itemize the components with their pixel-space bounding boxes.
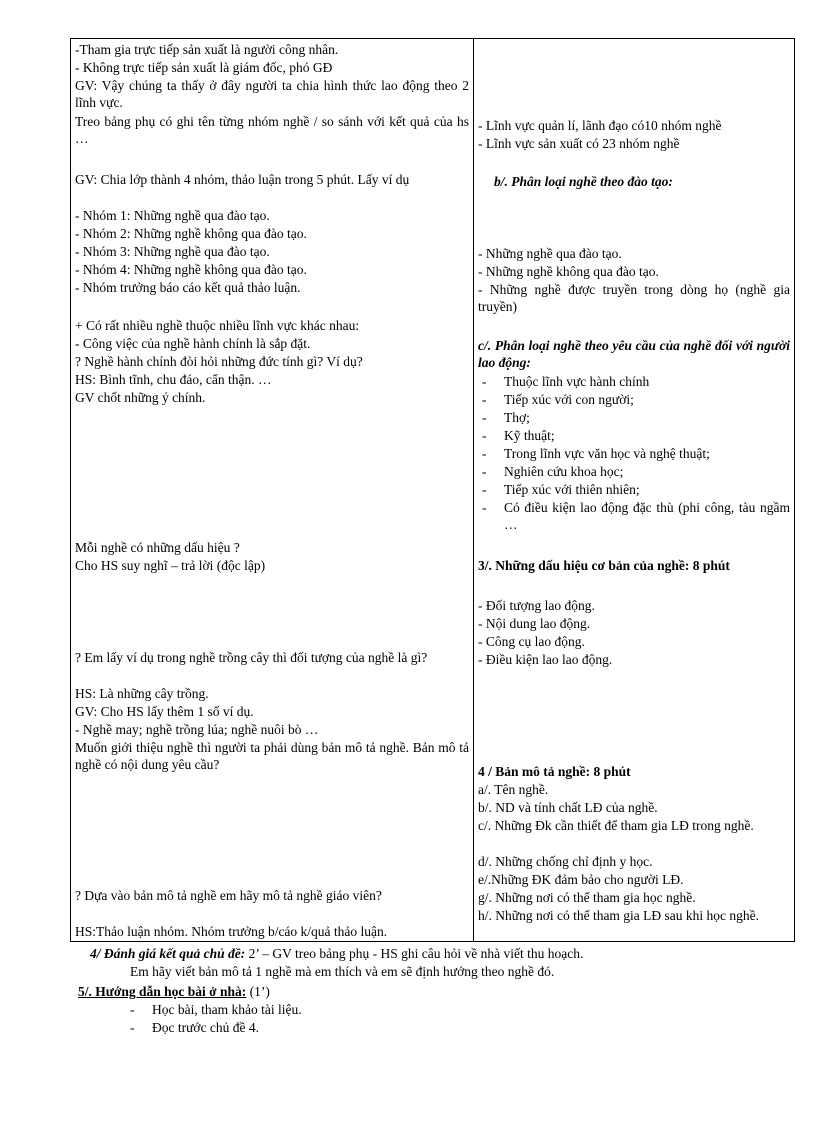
text-line: GV chốt những ý chính. (75, 390, 206, 405)
homework-item: Đọc trước chủ đề 4. (152, 1020, 260, 1035)
list-item: Kỹ thuật; (504, 428, 555, 443)
list-item: b/. ND và tính chất LĐ của nghề. (478, 800, 658, 815)
lesson-table (70, 38, 795, 942)
list-item: c/. Những Đk cần thiết để tham gia LĐ trong nghề. (478, 818, 754, 833)
list-item: - Nhóm trưởng báo cáo kết quả thảo luận. (75, 280, 301, 295)
content-column (474, 39, 795, 942)
homework-label: 5/. Hướng dẫn học bài ở nhà: (78, 984, 247, 999)
list-item: h/. Những nơi có thể tham gia LĐ sau khi học nghề. (478, 908, 760, 923)
evaluation-line (90, 945, 583, 962)
list-item: - Công cụ lao động. (478, 634, 585, 649)
text-line: HS: Là những cây trồng. (75, 686, 209, 701)
list-item: g/. Những nơi có thể tham gia học nghề. (478, 890, 696, 905)
list-item: - Những nghề được truyền trong dòng họ (nghề gia truyền) (478, 282, 790, 314)
text-line: - Lĩnh vực sản xuất có 23 nhóm nghề (478, 136, 680, 151)
list-dash: - (482, 482, 487, 497)
list-dash: - (482, 392, 487, 407)
section-c-title: c/. Phân loại nghề theo yêu cầu của nghề đối với người lao động: (478, 338, 790, 370)
list-dash: - (482, 428, 487, 443)
list-dash: - (130, 1002, 135, 1017)
list-item: - Những nghề qua đào tạo. (478, 246, 622, 261)
text-line: - Nghề may; nghề trồng lúa; nghề nuôi bò … (75, 722, 319, 737)
list-item: Trong lĩnh vực văn học và nghệ thuật; (504, 446, 710, 461)
text-line: ? Dựa vào bản mô tả nghề em hãy mô tả nghề giáo viên? (75, 888, 382, 903)
text-line: Treo bảng phụ có ghi tên từng nhóm nghề / so sánh với kết quả của hs … (75, 114, 469, 146)
list-dash: - (482, 410, 487, 425)
section-3-title: 3/. Những dấu hiệu cơ bản của nghề: 8 phút (478, 558, 730, 573)
homework-line (78, 983, 270, 1000)
homework-time: (1’) (246, 984, 270, 999)
list-item: e/.Những ĐK đảm bảo cho người LĐ. (478, 872, 684, 887)
text-line: HS: Bình tĩnh, chu đáo, cẩn thận. … (75, 372, 272, 387)
text-line: - Công việc của nghề hành chính là sắp đặt. (75, 336, 311, 351)
text-line: -Tham gia trực tiếp sản xuất là người công nhân. (75, 42, 339, 57)
list-item: Nghiên cứu khoa học; (504, 464, 624, 479)
list-item: Có điều kiện lao động đặc thù (phi công, tàu ngầm … (504, 500, 790, 532)
text-line: - Không trực tiếp sản xuất là giám đốc, phó GĐ (75, 60, 333, 75)
list-item: Thuộc lĩnh vực hành chính (504, 374, 650, 389)
list-item: d/. Những chống chỉ định y học. (478, 854, 653, 869)
list-dash: - (130, 1020, 135, 1035)
text-line: GV: Cho HS lấy thêm 1 số ví dụ. (75, 704, 254, 719)
list-dash: - (482, 446, 487, 461)
evaluation-text: 2’ – GV treo bảng phụ - HS ghi câu hỏi về nhà viết thu hoạch. (245, 946, 584, 961)
text-line: Cho HS suy nghĩ – trả lời (độc lập) (75, 558, 266, 573)
list-item: Tiếp xúc với thiên nhiên; (504, 482, 640, 497)
text-line: GV: Chia lớp thành 4 nhóm, thảo luận trong 5 phút. Lấy ví dụ (75, 172, 410, 187)
homework-item: Học bài, tham khảo tài liệu. (152, 1002, 302, 1017)
text-line: ? Em lấy ví dụ trong nghề trồng cây thì đối tượng của nghề là gì? (75, 650, 428, 665)
list-item: - Nhóm 1: Những nghề qua đào tạo. (75, 208, 270, 223)
section-4-title: 4 / Bản mô tả nghề: 8 phút (478, 764, 631, 779)
list-item: - Nội dung lao động. (478, 616, 591, 631)
text-line: ? Nghề hành chính đòi hỏi những đức tính gì? Ví dụ? (75, 354, 363, 369)
list-item: - Nhóm 3: Những nghề qua đào tạo. (75, 244, 270, 259)
text-line: GV: Vậy chúng ta thấy ở đây người ta chia hình thức lao động theo 2 lĩnh vực. (75, 78, 469, 110)
teacher-activity-column (71, 39, 474, 942)
text-line: - Lĩnh vực quản lí, lãnh đạo có10 nhóm nghề (478, 118, 722, 133)
list-item: - Nhóm 4: Những nghề không qua đào tạo. (75, 262, 307, 277)
list-item: - Đối tượng lao động. (478, 598, 595, 613)
list-item: Tiếp xúc với con người; (504, 392, 634, 407)
list-item: - Điều kiện lao lao động. (478, 652, 613, 667)
text-line: Mỗi nghề có những dấu hiệu ? (75, 540, 240, 555)
list-dash: - (482, 500, 487, 515)
list-dash: - (482, 464, 487, 479)
list-item: - Nhóm 2: Những nghề không qua đào tạo. (75, 226, 307, 241)
section-b-title: b/. Phân loại nghề theo đào tạo: (494, 174, 673, 189)
evaluation-task: Em hãy viết bản mô tả 1 nghề mà em thích và em sẽ định hướng theo nghề đó. (130, 964, 555, 979)
evaluation-label: 4/ Đánh giá kết quả chủ đề: (90, 946, 246, 961)
list-item: a/. Tên nghề. (478, 782, 549, 797)
text-line: HS:Thảo luận nhóm. Nhóm trưởng b/cáo k/quả thảo luận. (75, 924, 388, 939)
text-line: Muốn giới thiệu nghề thì người ta phải dùng bản mô tả nghề. Bản mô tả nghề có nội dung yêu cầu? (75, 740, 469, 772)
list-dash: - (482, 374, 487, 389)
list-item: - Những nghề không qua đào tạo. (478, 264, 659, 279)
list-item: Thợ; (504, 410, 530, 425)
text-line: + Có rất nhiều nghề thuộc nhiều lĩnh vực khác nhau: (75, 318, 360, 333)
